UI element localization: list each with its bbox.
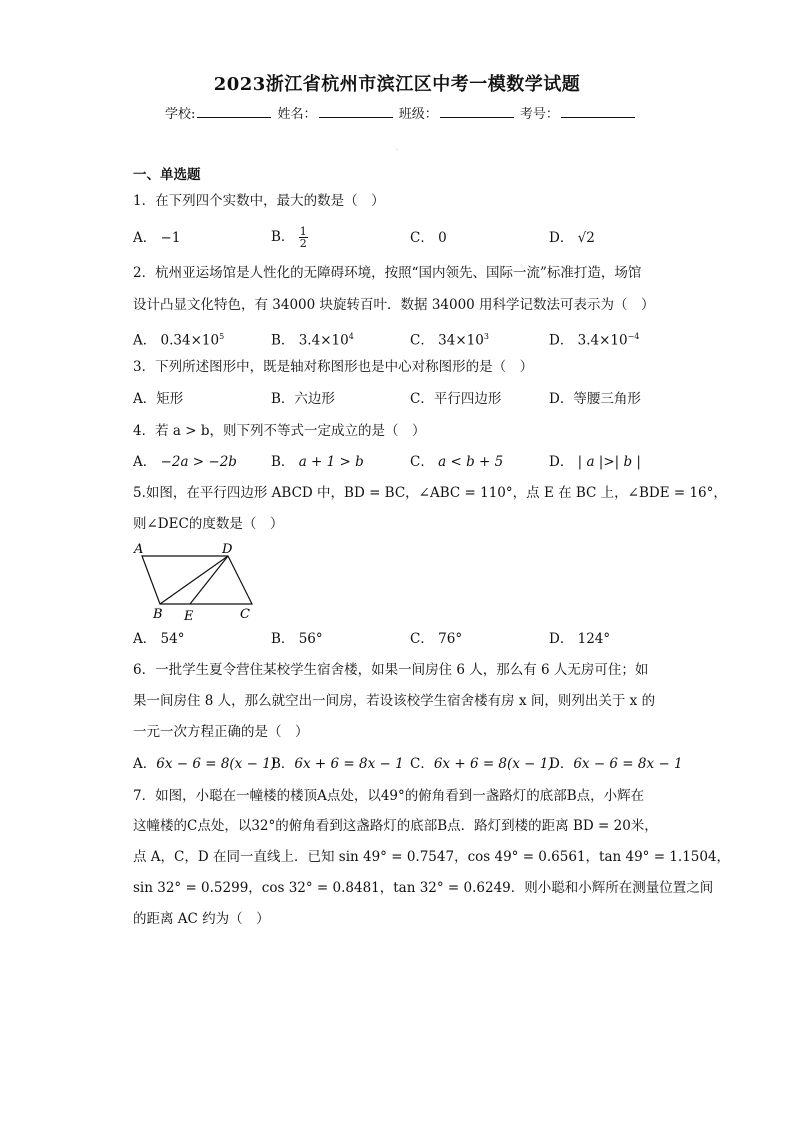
page-dot: · — [396, 147, 398, 154]
q3-option-d: D．等腰三角形 — [549, 391, 641, 407]
q2-option-a: A． $0.34\times 10^5$ — [133, 332, 225, 349]
q7-line1: 7．如图，小聪在一幢楼的楼顶A点处，以49°的俯角看到一盏路灯的底部B点，小辉在 — [133, 788, 645, 804]
q5-option-d: D． 124° — [549, 631, 611, 647]
q6-option-a: A．6x − 6 = 8(x − 1) — [133, 756, 277, 772]
q3-stem: 3．下列所述图形中，既是轴对称图形也是中心对称图形的是（ ） — [133, 359, 534, 375]
school-blank — [197, 105, 271, 118]
q6-line3: 一元一次方程正确的是（ ） — [133, 724, 309, 740]
id-label: 考号： — [519, 107, 559, 122]
q1-stem: 1．在下列四个实数中，最大的数是（ ） — [133, 193, 385, 209]
label-e: E — [184, 609, 194, 622]
section-heading: 一、单选题 — [133, 167, 201, 183]
q5-option-c: C． 76° — [410, 631, 463, 647]
q7-line4: sin 32° = 0.5299，cos 32° = 0.8481，tan 32° = 0.6249．则小聪和小辉所在测量位置之间 — [133, 880, 714, 896]
q4-option-d: D． | a |>| b | — [549, 454, 641, 470]
label-b: B — [153, 607, 163, 622]
q5-line1: 5.如图，在平行四边形 ABCD 中，BD = BC，∠ABC = 110°，点 E 在 BC 上，∠BDE = 16°， — [133, 485, 727, 501]
q6-option-b: B．6x + 6 = 8x − 1 — [271, 756, 404, 772]
q6-option-c: C．6x + 6 = 8(x − 1) — [410, 756, 554, 772]
q6-line2: 果一间房住 8 人，那么就空出一间房，若设该校学生宿舍楼有房 x 间，则列出关于 x 的 — [133, 693, 656, 709]
class-label: 班级： — [398, 107, 438, 122]
q5-option-b: B． 56° — [271, 631, 323, 647]
name-label: 姓名： — [277, 107, 317, 122]
q6-option-d: D．6x − 6 = 8x − 1 — [549, 756, 683, 772]
q3-option-b: B．六边形 — [271, 391, 335, 407]
fraction: $\frac{1}{2}$ — [299, 225, 307, 250]
q7-line2: 这幢楼的C点处，以32°的俯角看到这盏路灯的底部B点．路灯到楼的距离 BD = 20米， — [133, 818, 658, 834]
q3-option-c: C．平行四边形 — [410, 391, 502, 407]
school-label: 学校: — [165, 107, 196, 122]
name-blank — [319, 105, 393, 118]
q5-line2: 则∠DEC的度数是（ ） — [133, 516, 284, 532]
q1-option-d: D． √2 — [549, 230, 595, 246]
q7-line3: 点 A，C，D 在同一直线上．已知 sin 49° = 0.7547，cos 49° = 0.6561，tan 49° = 1.1504， — [133, 849, 731, 865]
label-c: C — [240, 607, 250, 622]
page-title: 2023浙江省杭州市滨江区中考一模数学试题 — [213, 74, 581, 95]
parallelogram-abcd — [142, 556, 252, 604]
segment-bd — [160, 556, 228, 604]
q2-line1: 2．杭州亚运场馆是人性化的无障碍环境，按照“国内领先、国际一流”标准打造，场馆 — [133, 265, 642, 281]
parallelogram-figure — [128, 540, 263, 622]
class-blank — [440, 105, 514, 118]
q4-option-c: C． a < b + 5 — [410, 454, 504, 470]
q1-option-a: A． −1 — [133, 230, 181, 246]
q1-option-b: B． $\frac{1}{2}$ — [271, 225, 307, 250]
q4-stem: 4．若 a > b，则下列不等式一定成立的是（ ） — [133, 423, 426, 439]
q2-option-c: C． $34\times 10^3$ — [410, 332, 489, 349]
label-a: A — [134, 542, 144, 557]
q2-option-b: B． $3.4\times 10^4$ — [271, 332, 354, 349]
q2-line2: 设计凸显文化特色，有 34000 块旋转百叶．数据 34000 用科学记数法可表示为（ ） — [133, 297, 655, 313]
segment-de — [190, 556, 228, 604]
label-d: D — [222, 542, 233, 557]
q2-option-d: D． $3.4\times 10^{-4}$ — [549, 332, 640, 349]
q6-line1: 6．一批学生夏令营住某校学生宿舍楼，如果一间房住 6 人，那么有 6 人无房可住；如 — [133, 662, 649, 678]
student-info-line — [165, 103, 637, 122]
q1-option-c: C． 0 — [410, 230, 447, 246]
q4-option-a: A． −2a > −2b — [133, 454, 237, 470]
q3-option-a: A．矩形 — [133, 391, 184, 407]
q5-option-a: A． 54° — [133, 631, 185, 647]
q4-option-b: B． a + 1 > b — [271, 454, 364, 470]
q7-line5: 的距离 AC 约为（ ） — [133, 911, 270, 927]
id-blank — [561, 105, 635, 118]
